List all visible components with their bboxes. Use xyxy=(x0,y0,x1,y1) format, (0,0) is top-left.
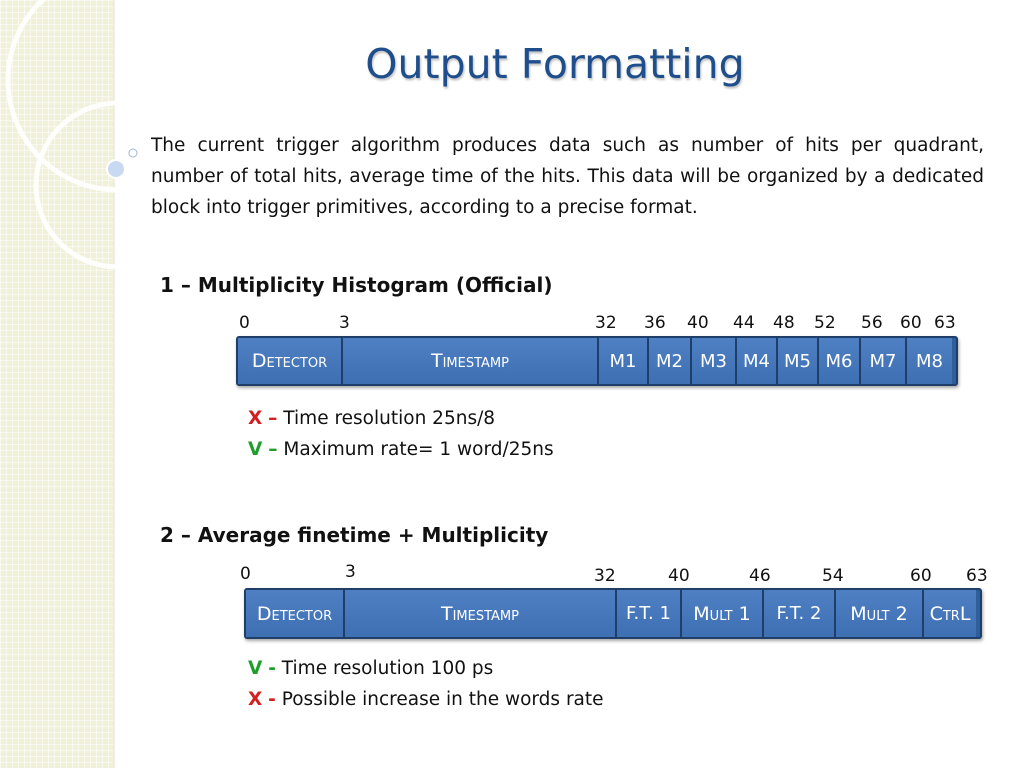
bit-label: 60 xyxy=(900,313,922,333)
bit-label: 48 xyxy=(773,313,795,333)
field-m2: M2 xyxy=(649,338,692,384)
bit-label: 46 xyxy=(749,566,771,586)
note-separator: – xyxy=(268,408,278,429)
slide-title: Output Formatting xyxy=(365,40,745,88)
section1-note xyxy=(248,439,554,460)
bit-label: 0 xyxy=(240,564,251,584)
field-m4: M4 xyxy=(737,338,778,384)
field-timestamp: Timestamp xyxy=(345,590,617,637)
note-separator: - xyxy=(268,658,276,679)
field-m3: M3 xyxy=(692,338,737,384)
note-text: Possible increase in the words rate xyxy=(281,689,604,710)
section2-note xyxy=(248,658,493,679)
note-mark: X xyxy=(248,689,263,710)
field-m7: M7 xyxy=(861,338,907,384)
format1-word xyxy=(236,336,958,386)
bit-label: 52 xyxy=(814,313,836,333)
field-m5: M5 xyxy=(778,338,819,384)
field-mult2: Mult 2 xyxy=(836,590,924,637)
note-mark: V xyxy=(248,658,263,679)
bit-label: 32 xyxy=(595,313,617,333)
bit-label: 40 xyxy=(687,313,709,333)
bit-label: 3 xyxy=(345,562,356,582)
bit-label: 32 xyxy=(594,566,616,586)
bit-label: 44 xyxy=(733,313,755,333)
bit-label: 3 xyxy=(339,313,350,333)
section1-note xyxy=(248,408,495,429)
bit-label: 0 xyxy=(239,313,250,333)
bit-label: 54 xyxy=(822,566,844,586)
bit-label: 63 xyxy=(934,313,956,333)
note-text: Time resolution 25ns/8 xyxy=(283,408,496,429)
note-text: Time resolution 100 ps xyxy=(281,658,494,679)
note-separator: - xyxy=(268,689,276,710)
bit-label: 63 xyxy=(966,566,988,586)
note-separator: – xyxy=(268,439,278,460)
field-ft2: F.T. 2 xyxy=(764,590,836,637)
section2-note xyxy=(248,689,604,710)
field-mult1: Mult 1 xyxy=(682,590,764,637)
field-m1: M1 xyxy=(599,338,649,384)
field-ctrl: CtrL xyxy=(924,590,976,637)
note-text: Maximum rate= 1 word/25ns xyxy=(283,439,554,460)
bit-label: 40 xyxy=(668,566,690,586)
bit-label: 60 xyxy=(910,566,932,586)
format2-word xyxy=(244,588,982,639)
field-m6: M6 xyxy=(819,338,861,384)
section2-heading: 2 – Average finetime + Multiplicity xyxy=(160,523,549,547)
field-detector: Detector xyxy=(246,590,345,637)
bit-label: 56 xyxy=(861,313,883,333)
field-timestamp: Timestamp xyxy=(343,338,599,384)
note-mark: X xyxy=(248,408,263,429)
field-detector: Detector xyxy=(238,338,343,384)
intro-paragraph: The current trigger algorithm produces data such as number of hits per quadrant, number of total hits, average time of the hits. This data will be organized by a dedicated block into trigger primitives, according to a precise format. xyxy=(151,135,984,218)
bit-label: 36 xyxy=(644,313,666,333)
field-m8: M8 xyxy=(907,338,952,384)
field-ft1: F.T. 1 xyxy=(617,590,682,637)
section1-heading: 1 – Multiplicity Histogram (Official) xyxy=(160,273,553,297)
note-mark: V xyxy=(248,439,263,460)
